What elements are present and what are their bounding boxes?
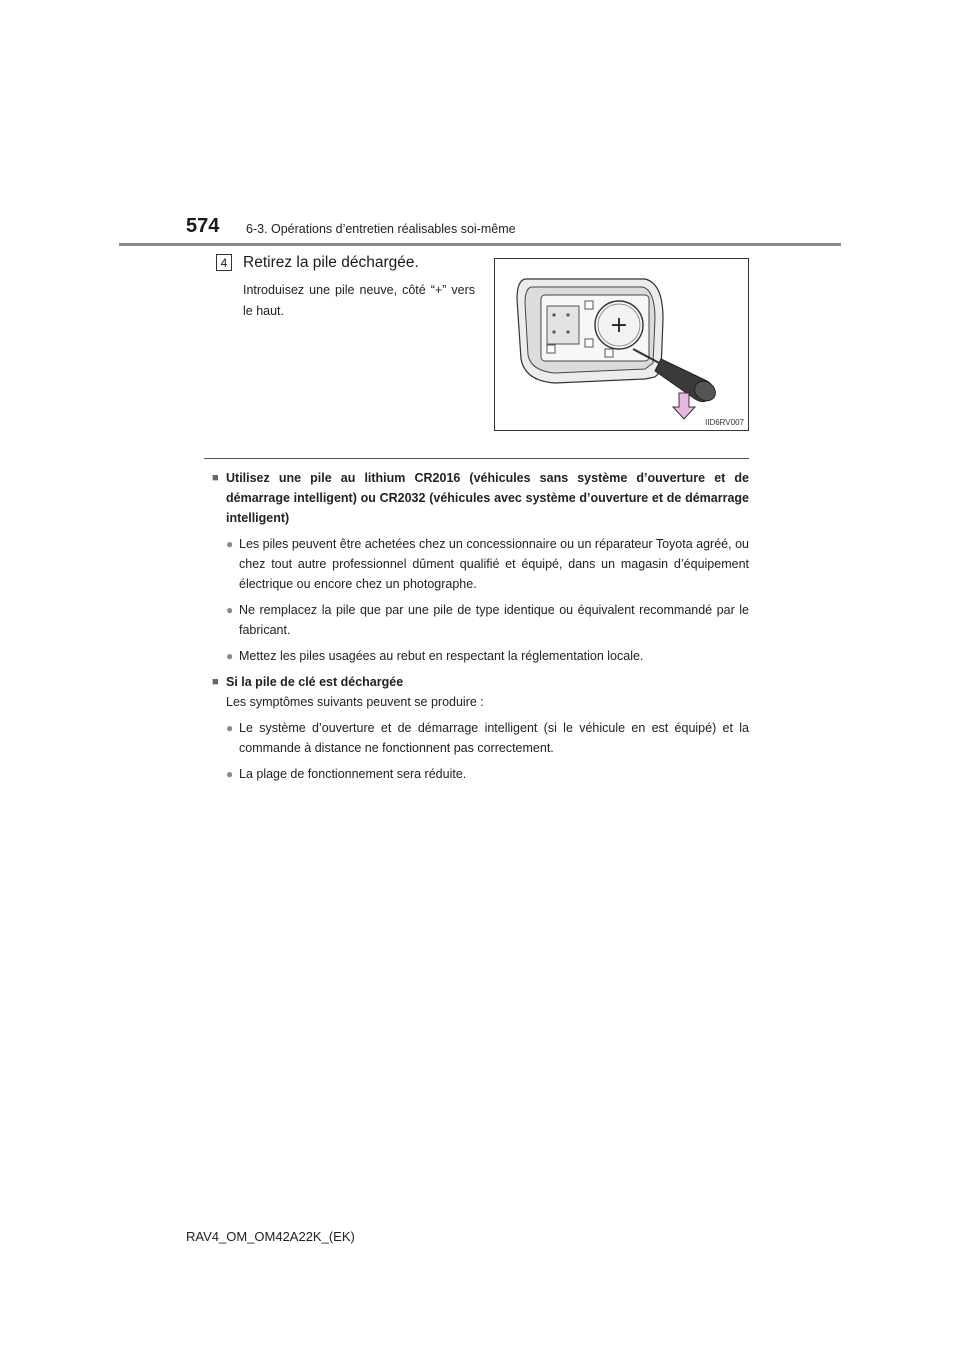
note-heading bbox=[212, 468, 749, 528]
list-item-text: Mettez les piles usagées au rebut en respectant la réglementation locale. bbox=[239, 649, 644, 663]
header-rule bbox=[119, 243, 841, 246]
note-intro: Les symptômes suivants peuvent se produire : bbox=[226, 695, 484, 709]
document-code: RAV4_OM_OM42A22K_(EK) bbox=[186, 1229, 355, 1244]
key-fob-drawing bbox=[495, 259, 748, 430]
circle-bullet-icon: ● bbox=[226, 767, 234, 781]
section-title: 6-3. Opérations d’entretien réalisables soi-même bbox=[246, 222, 516, 236]
list-item-text: Le système d’ouverture et de démarrage intelligent (si le véhicule en est équipé) et la commande à distance ne fonctionnent pas correctement. bbox=[239, 721, 749, 755]
square-bullet-icon: ■ bbox=[212, 676, 219, 688]
list-item bbox=[212, 764, 749, 784]
figure-code: IID6RV007 bbox=[705, 418, 744, 427]
circle-bullet-icon: ● bbox=[226, 603, 234, 617]
circle-bullet-icon: ● bbox=[226, 537, 234, 551]
step-number-badge: 4 bbox=[216, 254, 232, 271]
battery-plus-sign: + bbox=[609, 313, 629, 338]
list-item bbox=[212, 600, 749, 640]
circle-bullet-icon: ● bbox=[226, 649, 234, 663]
square-bullet-icon: ■ bbox=[212, 472, 219, 484]
list-item-text: Ne remplacez la pile que par une pile de type identique ou équivalent recommandé par le fabricant. bbox=[239, 603, 749, 637]
note-heading-text: Si la pile de clé est déchargée bbox=[226, 675, 404, 689]
separator-rule bbox=[204, 458, 749, 459]
list-item bbox=[212, 646, 749, 666]
list-item bbox=[212, 718, 749, 758]
circle-bullet-icon: ● bbox=[226, 721, 234, 735]
step-description: Introduisez une pile neuve, côté “+” vers le haut. bbox=[243, 283, 475, 318]
notes-section bbox=[212, 468, 749, 784]
note-heading bbox=[212, 672, 749, 692]
key-battery-illustration bbox=[494, 258, 749, 431]
note-heading-text: Utilisez une pile au lithium CR2016 (véhicules sans système d’ouverture et de démarrage intelligent) ou CR2032 (véhicules avec système d’ouverture et de démarrage intelligent) bbox=[226, 471, 749, 525]
step-title: Retirez la pile déchargée. bbox=[243, 254, 419, 271]
page-number: 574 bbox=[186, 215, 220, 237]
list-item bbox=[212, 534, 749, 594]
list-item-text: Les piles peuvent être achetées chez un concessionnaire ou un réparateur Toyota agréé, ou chez tout autre professionnel dûment qualifié et équipé, dans un magasin d’équipement électrique ou encore chez un photographe. bbox=[239, 537, 749, 591]
list-item-text: La plage de fonctionnement sera réduite. bbox=[239, 767, 467, 781]
